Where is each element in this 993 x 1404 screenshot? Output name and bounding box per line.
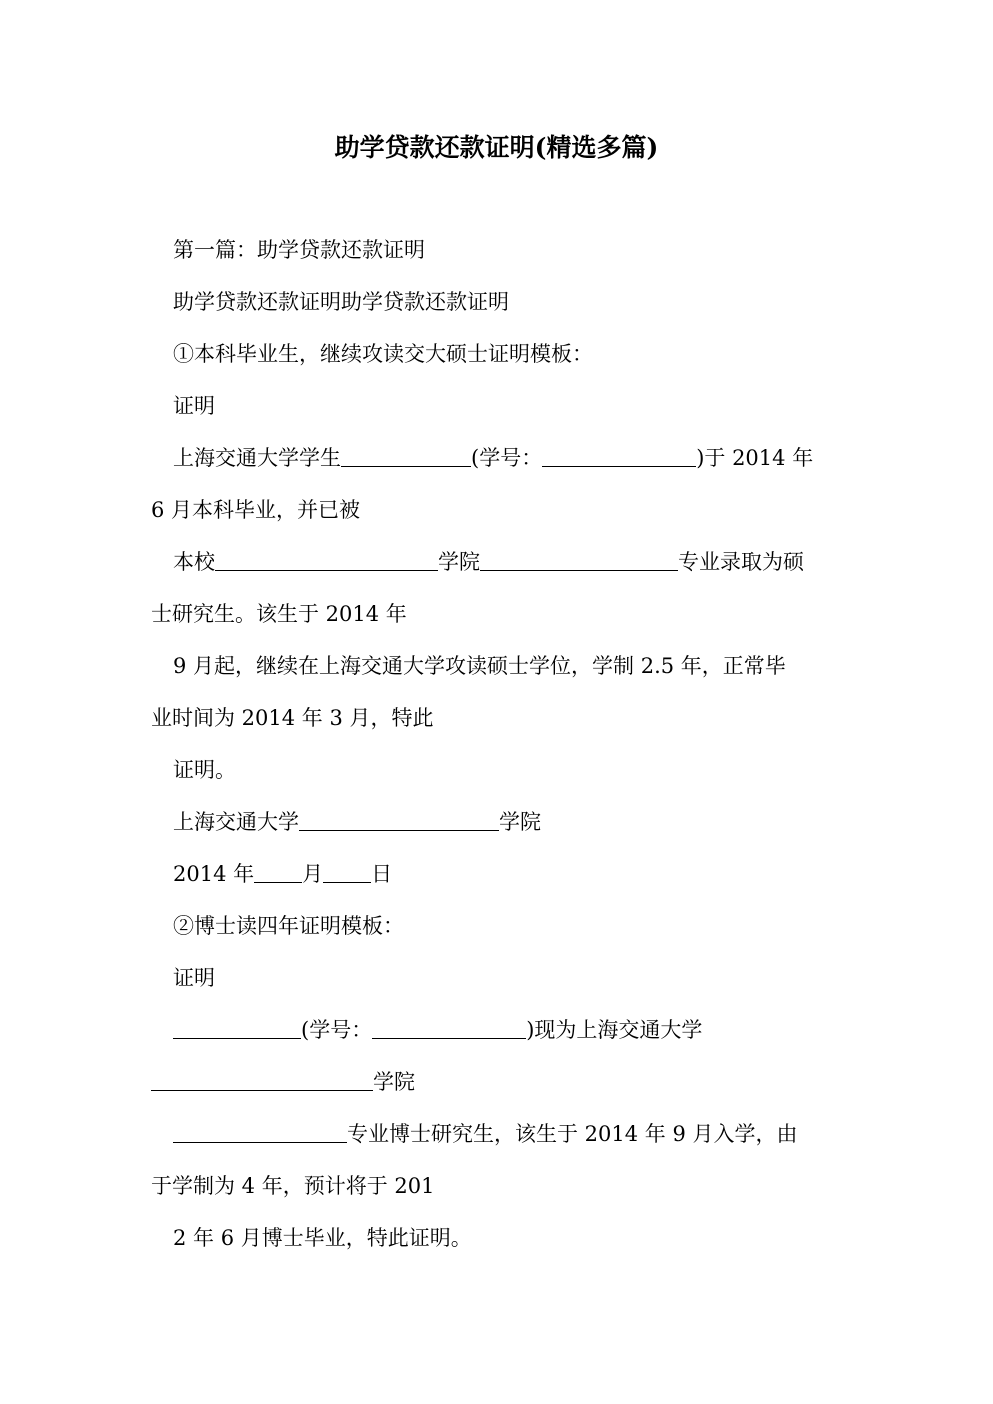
paragraph-line: 助学贷款还款证明助学贷款还款证明	[173, 290, 509, 314]
paragraph-line: 证明。	[173, 758, 236, 782]
text-fragment: (学号：	[471, 446, 543, 470]
text-fragment: 学院	[499, 810, 541, 834]
fill-blank	[173, 1122, 347, 1143]
fill-blank	[323, 862, 371, 883]
fill-blank	[341, 446, 471, 467]
text-fragment: 学院	[438, 550, 480, 574]
paragraph-line: 于学制为 4 年，预计将于 201	[151, 1174, 435, 1198]
text-fragment: 专业录取为硕	[678, 550, 804, 574]
fill-blank	[480, 550, 678, 571]
text-fragment: 月	[302, 862, 324, 886]
fill-blank	[542, 446, 696, 467]
fill-blank	[215, 550, 438, 571]
text-fragment: 本校	[173, 550, 215, 574]
text-fragment: 上海交通大学	[173, 810, 299, 834]
template-heading-2: ②博士读四年证明模板：	[173, 914, 404, 938]
text-fragment: 日	[371, 862, 393, 886]
document-title: 助学贷款还款证明(精选多篇)	[334, 133, 659, 162]
text-fragment: 2014 年	[173, 862, 255, 886]
paragraph-line: 2 年 6 月博士毕业，特此证明。	[173, 1226, 472, 1250]
text-fragment: (学号：	[301, 1018, 373, 1042]
paragraph-line	[173, 547, 804, 577]
paragraph-line	[151, 1067, 415, 1097]
signature-line	[173, 807, 541, 837]
paragraph-line: 业时间为 2014 年 3 月，特此	[151, 706, 434, 730]
paragraph-line	[173, 1119, 798, 1149]
fill-blank	[372, 1018, 526, 1039]
paragraph-line	[173, 1015, 702, 1045]
certificate-heading: 证明	[173, 966, 215, 990]
date-line	[173, 859, 392, 889]
fill-blank	[173, 1018, 301, 1039]
paragraph-line: 士研究生。该生于 2014 年	[151, 602, 407, 626]
text-fragment: 专业博士研究生，该生于 2014 年 9 月入学，由	[347, 1122, 798, 1146]
text-fragment: 学院	[373, 1070, 415, 1094]
fill-blank	[151, 1070, 373, 1091]
fill-blank	[299, 810, 499, 831]
certificate-heading: 证明	[173, 394, 215, 418]
text-fragment: )现为上海交通大学	[526, 1018, 703, 1042]
paragraph-line: 9 月起，继续在上海交通大学攻读硕士学位，学制 2.5 年，正常毕	[173, 654, 786, 678]
template-heading-1: ①本科毕业生，继续攻读交大硕士证明模板：	[173, 342, 593, 366]
section-heading: 第一篇：助学贷款还款证明	[173, 238, 425, 262]
paragraph-line: 6 月本科毕业，并已被	[151, 498, 361, 522]
text-fragment: 上海交通大学学生	[173, 446, 341, 470]
paragraph-line	[173, 443, 813, 473]
fill-blank	[254, 862, 302, 883]
text-fragment: )于 2014 年	[696, 446, 814, 470]
